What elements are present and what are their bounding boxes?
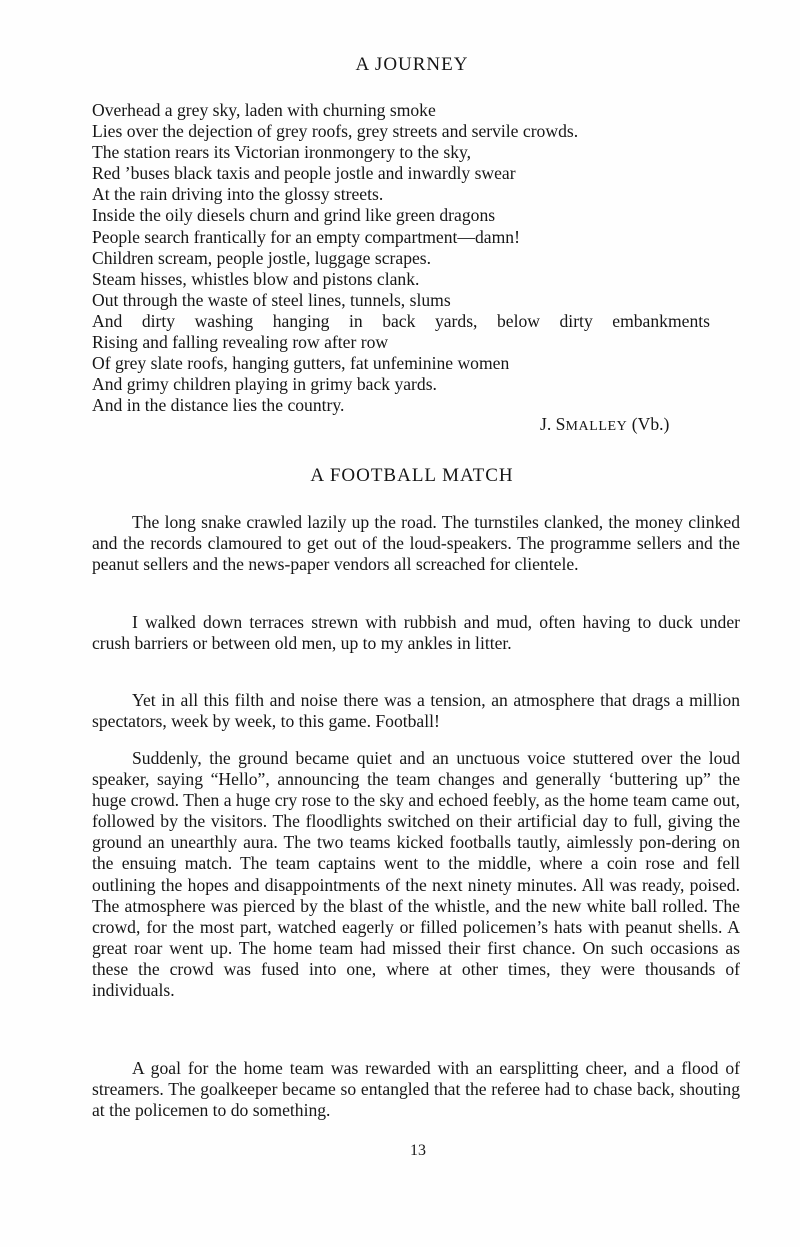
poem-line: Overhead a grey sky, laden with churning smoke <box>92 100 436 120</box>
author-initial: J. S <box>540 414 566 434</box>
poem-line: Children scream, people jostle, luggage scrapes. <box>92 247 432 268</box>
page-number: 13 <box>410 1142 426 1159</box>
author-surname: MALLEY <box>565 419 628 434</box>
poem-line: People search frantically for an empty compartment—damn! <box>92 226 520 247</box>
essay-paragraph: A goal for the home team was rewarded with an earsplitting cheer, and a flood of streamers. The goalkeeper became so entangled that the referee had to chase back, shouting at the policemen to do something. <box>92 1058 740 1121</box>
poem-body <box>92 100 772 416</box>
poem-line: Red ’buses black taxis and people jostle and inwardly swear <box>92 163 516 184</box>
poem-line: And grimy children playing in grimy back yards. <box>92 374 437 395</box>
poem-line: At the rain driving into the glossy streets. <box>92 184 384 205</box>
poem-line: Inside the oily diesels churn and grind like green dragons <box>92 205 496 226</box>
author-form: (Vb.) <box>631 414 670 434</box>
poem-line: Out through the waste of steel lines, tunnels, slums <box>92 289 451 310</box>
poem-line: And dirty washing hanging in back yards, below dirty embankments <box>92 310 710 331</box>
poem-title: A JOURNEY <box>355 54 469 75</box>
poem-line: Steam hisses, whistles blow and pistons clank. <box>92 268 420 289</box>
essay-paragraph: The long snake crawled lazily up the road. The turnstiles clanked, the money clinked and the records clamoured to get out of the loud-speakers. The programme sellers and the peanut sellers and the news-paper vendors all screached for clientele. <box>92 512 740 575</box>
poem-line: Rising and falling revealing row after row <box>92 332 389 353</box>
poem-author <box>540 414 669 435</box>
essay-title: A FOOTBALL MATCH <box>310 465 514 486</box>
poem-line: Lies over the dejection of grey roofs, grey streets and servile crowds. <box>92 121 579 142</box>
poem-line: The station rears its Victorian ironmongery to the sky, <box>92 142 472 163</box>
essay-paragraph: I walked down terraces strewn with rubbish and mud, often having to duck under crush barriers or between old men, up to my ankles in litter. <box>92 612 740 654</box>
essay-paragraph: Suddenly, the ground became quiet and an unctuous voice stuttered over the loud speaker, saying “Hello”, announcing the team changes and generally ‘buttering up” the huge crowd. Then a huge cry rose to the sky and echoed feebly, as the home team came out, followed by the visitors. The floodlights switched on their artificial day to full, giving the ground an unearthly aura. The two teams kicked footballs tautly, aimlessly pon-dering on the ensuing match. The team captains went to the middle, where a coin rose and fell outlining the hopes and disappointments of the next ninety minutes. All was ready, poised. The atmosphere was pierced by the blast of the whistle, and the new white ball rolled. The crowd, for the most part, watched eagerly or filled policemen’s hats with peanut shells. A great roar went up. The home team had missed their first chance. On such occasions as these the crowd was fused into one, where at other times, they were thousands of individuals. <box>92 748 740 1001</box>
poem-line: And in the distance lies the country. <box>92 395 345 416</box>
essay-paragraph: Yet in all this filth and noise there was a tension, an atmosphere that drags a million spectators, week by week, to this game. Football! <box>92 690 740 732</box>
poem-line: Of grey slate roofs, hanging gutters, fat unfeminine women <box>92 353 510 374</box>
